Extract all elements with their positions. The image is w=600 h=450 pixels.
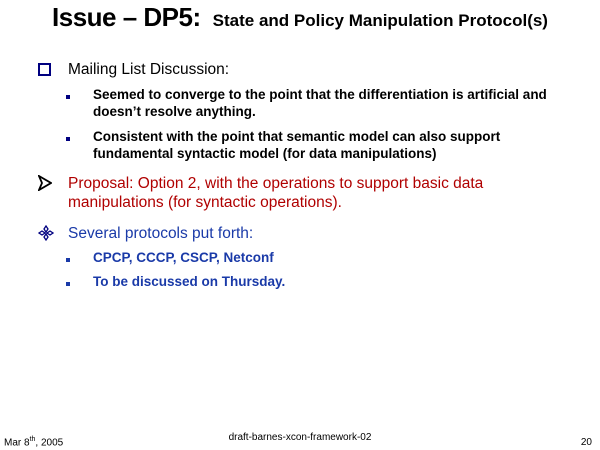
footer-draft-name: draft-barnes-xcon-framework-02	[228, 432, 372, 443]
bullet-text: Mailing List Discussion:	[68, 61, 230, 78]
slide-title	[0, 2, 600, 33]
sub-bullet-text: Consistent with the point that semantic model can also support fundamental syntactic model (for data manipulations)	[93, 129, 501, 161]
footer-page-number: 20	[580, 437, 592, 448]
four-diamond-icon	[38, 224, 58, 246]
title-main: Issue – DP5:	[52, 2, 201, 32]
sub-bullet-text: CPCP, CCCP, CSCP, Netconf	[93, 250, 274, 265]
bullet-text: Proposal: Option 2, with the operations to support basic data manipulations (for syntactic operations).	[68, 175, 484, 211]
square-bullet-icon	[66, 128, 76, 145]
hollow-square-icon	[38, 60, 58, 81]
sub-bullet-text: To be discussed on Thursday.	[93, 274, 286, 289]
square-bullet-icon	[66, 249, 76, 266]
sub-bullet-text: Seemed to converge to the point that the differentiation is artificial and doesn’t resolve anything.	[93, 87, 547, 119]
footer-date: Mar 8th, 2005	[4, 436, 64, 449]
bullet-text: Several protocols put forth:	[68, 225, 254, 242]
arrowhead-icon	[38, 174, 58, 196]
title-subtitle: State and Policy Manipulation Protocol(s)	[212, 11, 548, 30]
square-bullet-icon	[66, 273, 76, 290]
square-bullet-icon	[66, 86, 76, 103]
